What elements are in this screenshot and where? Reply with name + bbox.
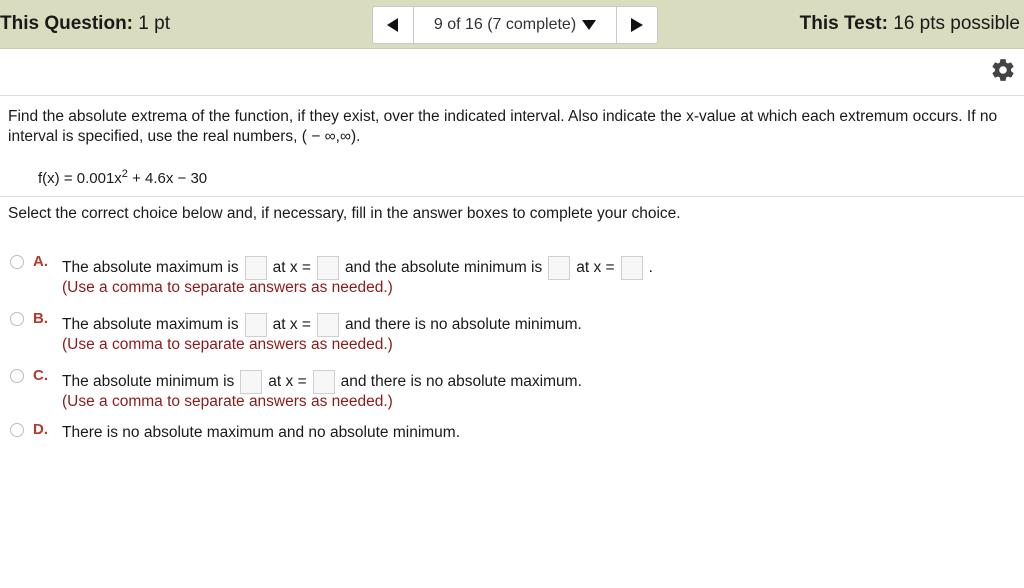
down-triangle-icon [582, 20, 596, 30]
min-value-input[interactable] [548, 256, 570, 280]
choice-b-radio[interactable] [10, 312, 24, 326]
top-bar [0, 0, 1024, 49]
min-x-input[interactable] [313, 370, 335, 394]
choice-text: The absolute maximum is [62, 259, 239, 276]
choice-note: (Use a comma to separate answers as needed.) [62, 336, 393, 353]
gear-icon[interactable] [990, 57, 1016, 83]
choice-a[interactable] [10, 253, 710, 299]
test-label: This Test: [799, 13, 888, 34]
choice-a-radio[interactable] [10, 255, 24, 269]
progress-text: 9 of 16 (7 complete) [433, 16, 577, 33]
choice-text: and there is no absolute maximum. [340, 373, 582, 390]
choice-text: at x = [272, 316, 311, 333]
choice-text: The absolute maximum is [62, 316, 239, 333]
next-question-button[interactable] [616, 7, 657, 43]
choice-letter: C. [33, 367, 48, 384]
max-x-input[interactable] [317, 313, 339, 337]
instruction-text: Select the correct choice below and, if necessary, fill in the answer boxes to complete your choice. [8, 205, 681, 222]
previous-question-button[interactable] [373, 7, 414, 43]
choice-d-text [62, 424, 460, 442]
test-points [800, 13, 1020, 35]
question-points-value: 1 pt [138, 13, 170, 34]
test-points-value: 16 pts possible [893, 13, 1020, 34]
choice-a-text [62, 256, 653, 280]
choice-text: at x = [576, 259, 615, 276]
choice-letter: D. [33, 421, 48, 438]
question-prompt: Find the absolute extrema of the function, if they exist, over the indicated interval. Also indicate the x-value at which each extremum occurs. If no interval is specified, use the real numbers, ( − ∞,∞). [8, 108, 998, 145]
choice-note: (Use a comma to separate answers as needed.) [62, 393, 393, 410]
left-triangle-icon [387, 18, 399, 32]
choice-letter: B. [33, 310, 48, 327]
choice-d-radio[interactable] [10, 423, 24, 437]
choice-text: at x = [268, 373, 307, 390]
choice-text: There is no absolute maximum and no absolute minimum. [62, 424, 461, 441]
question-divider [0, 196, 1024, 197]
function-base: f(x) = 0.001x [38, 170, 122, 187]
function-expression [38, 168, 207, 187]
max-value-input[interactable] [245, 313, 267, 337]
choice-note: (Use a comma to separate answers as needed.) [62, 279, 393, 296]
question-points [0, 13, 170, 35]
min-x-input[interactable] [621, 256, 643, 280]
choice-b-text [62, 313, 582, 337]
function-rest: + 4.6x − 30 [127, 170, 208, 187]
max-value-input[interactable] [245, 256, 267, 280]
header-divider [0, 95, 1024, 96]
choice-c[interactable] [10, 367, 710, 413]
choice-text: and the absolute minimum is [344, 259, 543, 276]
choice-text: at x = [272, 259, 311, 276]
choice-letter: A. [33, 253, 48, 270]
right-triangle-icon [631, 18, 643, 32]
question-label: This Question: [0, 13, 133, 34]
min-value-input[interactable] [240, 370, 262, 394]
choice-d[interactable] [10, 421, 710, 445]
choice-text: The absolute minimum is [62, 373, 235, 390]
function-exponent: 2 [121, 168, 128, 180]
choice-text: . [648, 259, 653, 276]
choice-text: and there is no absolute minimum. [344, 316, 582, 333]
question-navigator [372, 6, 658, 44]
choice-c-radio[interactable] [10, 369, 24, 383]
max-x-input[interactable] [317, 256, 339, 280]
choice-c-text [62, 370, 582, 394]
choice-b[interactable] [10, 310, 710, 356]
question-list-dropdown[interactable] [414, 7, 616, 43]
